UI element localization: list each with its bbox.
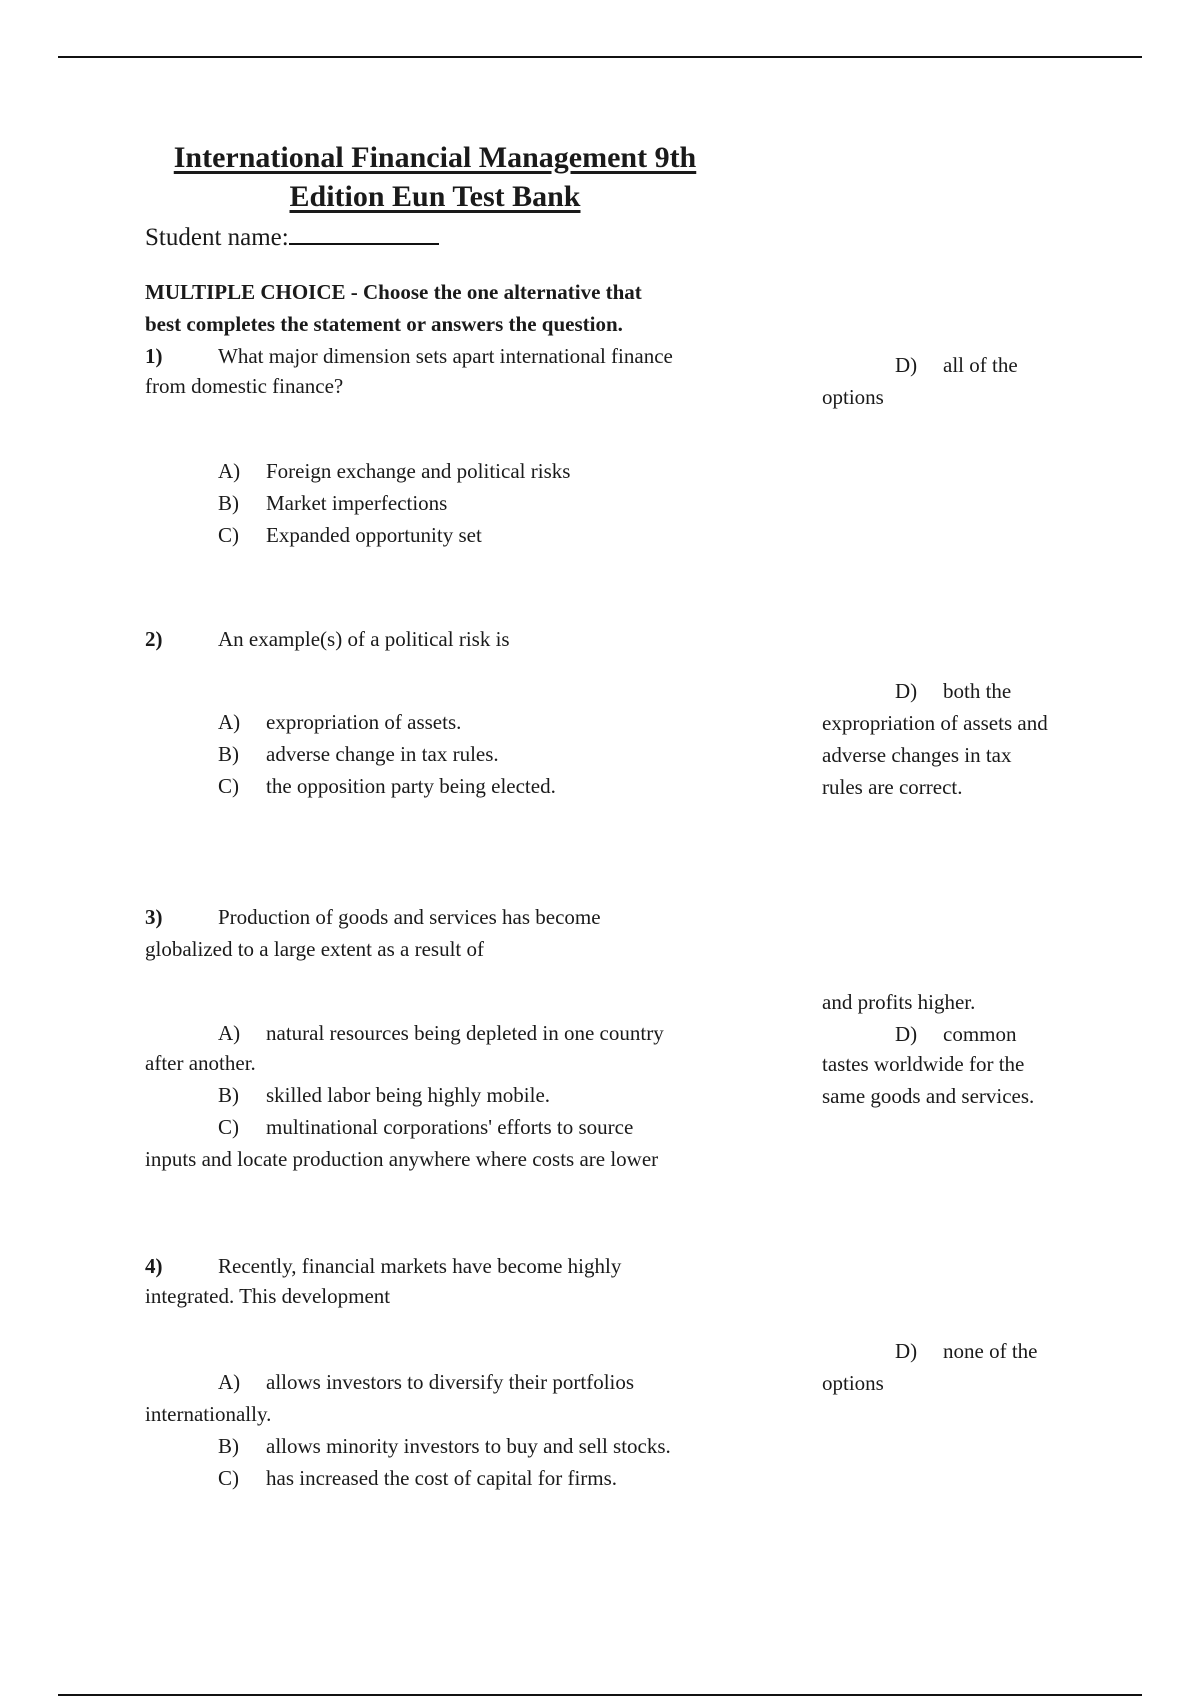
option-letter: B) [218, 742, 239, 766]
option-a [218, 456, 570, 486]
option-letter: D) [895, 679, 918, 703]
question-number: 2) [145, 627, 163, 651]
option-text: Foreign exchange and political risks [266, 459, 571, 483]
option-a-continued: after another. [145, 1051, 256, 1075]
option-c [218, 1463, 617, 1493]
option-text: Market imperfections [266, 491, 448, 515]
instructions-line-1: MULTIPLE CHOICE - Choose the one alternative that [145, 280, 642, 304]
question-stem-continued: from domestic finance? [145, 374, 344, 398]
top-rule [58, 56, 1142, 58]
option-c-continued: inputs and locate production anywhere where costs are lower [145, 1147, 659, 1171]
option-c-continued-right: and profits higher. [822, 990, 976, 1014]
question-number: 3) [145, 905, 163, 929]
student-name-field [145, 219, 439, 252]
option-letter: B) [218, 1083, 239, 1107]
option-letter: D) [895, 1339, 918, 1363]
student-name-blank [289, 219, 439, 245]
option-c [218, 520, 482, 550]
option-text: has increased the cost of capital for firms. [266, 1466, 618, 1490]
question-stem: An example(s) of a political risk is [218, 627, 510, 651]
question-stem: Production of goods and services has become [218, 905, 601, 929]
title-line-1: International Financial Management 9th [173, 141, 697, 174]
student-name-label: Student name: [145, 224, 289, 251]
option-text: skilled labor being highly mobile. [266, 1083, 551, 1107]
option-b [218, 1431, 671, 1461]
option-letter: A) [218, 710, 241, 734]
option-text: allows investors to diversify their portfolios [266, 1370, 635, 1394]
question-number: 4) [145, 1254, 163, 1278]
option-d-continued: expropriation of assets and [822, 711, 1048, 735]
question-stem-continued: globalized to a large extent as a result of [145, 937, 484, 961]
option-d-continued: adverse changes in tax [822, 743, 1012, 767]
option-text: all of the [943, 353, 1018, 377]
question-number: 1) [145, 344, 163, 368]
option-b [218, 488, 447, 518]
option-d [895, 675, 1011, 707]
option-c [218, 1112, 633, 1142]
option-letter: A) [218, 1370, 241, 1394]
option-text: common [943, 1022, 1017, 1046]
option-a [218, 707, 461, 737]
option-text: adverse change in tax rules. [266, 742, 499, 766]
question-stem-continued: integrated. This development [145, 1284, 391, 1308]
option-d-continued: tastes worldwide for the [822, 1052, 1025, 1076]
option-d [895, 349, 1018, 381]
title-line-2: Edition Eun Test Bank [289, 180, 581, 213]
option-b [218, 1080, 550, 1110]
option-b [218, 739, 499, 769]
option-text: allows minority investors to buy and sell stocks. [266, 1434, 671, 1458]
option-text: multinational corporations' efforts to source [266, 1115, 634, 1139]
option-text: none of the [943, 1339, 1038, 1363]
question-stem: Recently, financial markets have become highly [218, 1254, 622, 1278]
option-text: both the [943, 679, 1012, 703]
option-text: Expanded opportunity set [266, 523, 482, 547]
option-letter: C) [218, 1115, 239, 1139]
option-d-continued: rules are correct. [822, 775, 963, 799]
option-d [895, 1335, 1037, 1367]
option-letter: B) [218, 1434, 239, 1458]
document-title [140, 138, 730, 216]
option-letter: C) [218, 1466, 239, 1490]
option-d-continued: same goods and services. [822, 1084, 1035, 1108]
option-d [895, 1018, 1017, 1050]
bottom-rule [58, 1694, 1142, 1696]
option-text: expropriation of assets. [266, 710, 462, 734]
option-letter: D) [895, 353, 918, 377]
option-letter: D) [895, 1022, 918, 1046]
option-a [218, 1018, 664, 1048]
option-c [218, 771, 556, 801]
instructions-line-2: best completes the statement or answers the question. [145, 312, 623, 336]
instructions [145, 276, 765, 340]
option-letter: C) [218, 523, 239, 547]
option-text: the opposition party being elected. [266, 774, 556, 798]
option-text: natural resources being depleted in one country [266, 1021, 664, 1045]
option-d-continued: options [822, 385, 884, 409]
option-letter: A) [218, 459, 241, 483]
option-d-continued: options [822, 1371, 884, 1395]
question-stem: What major dimension sets apart international finance [218, 344, 673, 368]
option-a [218, 1367, 634, 1397]
option-letter: C) [218, 774, 239, 798]
option-a-continued: internationally. [145, 1402, 272, 1426]
option-letter: B) [218, 491, 239, 515]
option-letter: A) [218, 1021, 241, 1045]
